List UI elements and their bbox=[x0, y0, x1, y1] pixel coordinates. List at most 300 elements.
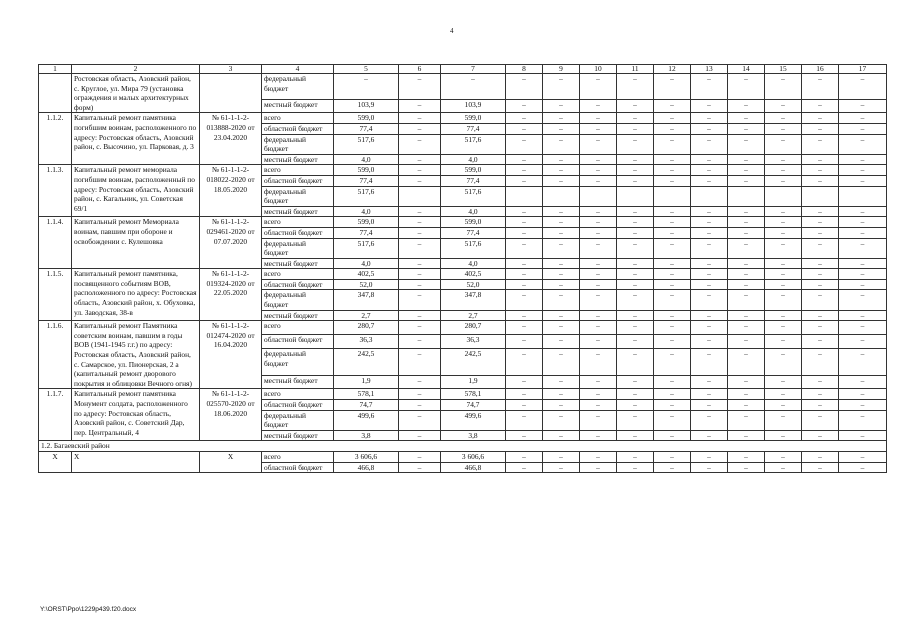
amount-col10: – bbox=[580, 451, 617, 462]
amount-col9: – bbox=[543, 430, 580, 441]
amount-col6: – bbox=[399, 123, 441, 134]
amount-col5: 2,7 bbox=[334, 310, 399, 321]
amount-col11: – bbox=[617, 290, 654, 310]
amount-col10: – bbox=[580, 462, 617, 473]
amount-col6: – bbox=[399, 375, 441, 389]
funding-source: федеральный бюджет bbox=[262, 186, 334, 206]
amount-col13: – bbox=[691, 134, 728, 154]
amount-col7: 3,8 bbox=[441, 430, 506, 441]
amount-col13: – bbox=[691, 165, 728, 176]
amount-col8: – bbox=[506, 410, 543, 430]
amount-col7: 36,3 bbox=[441, 335, 506, 349]
amount-col8: – bbox=[506, 238, 543, 258]
amount-col14: – bbox=[728, 206, 765, 217]
funding-source: областной бюджет bbox=[262, 123, 334, 134]
amount-col14: – bbox=[728, 238, 765, 258]
amount-col6: – bbox=[399, 113, 441, 124]
funding-source: местный бюджет bbox=[262, 430, 334, 441]
amount-col17: – bbox=[839, 154, 887, 165]
item-number: 1.1.4. bbox=[39, 217, 72, 269]
amount-col5: 517,6 bbox=[334, 134, 399, 154]
amount-col5: 74,7 bbox=[334, 400, 399, 411]
funding-source: областной бюджет bbox=[262, 227, 334, 238]
amount-col14: – bbox=[728, 154, 765, 165]
header-cell: 17 bbox=[839, 65, 887, 74]
amount-col11: – bbox=[617, 400, 654, 411]
item-document: № 61-1-1-2-012474-2020 от 16.04.2020 bbox=[200, 321, 262, 389]
amount-col7: 517,6 bbox=[441, 238, 506, 258]
amount-col11: – bbox=[617, 310, 654, 321]
amount-col13: – bbox=[691, 154, 728, 165]
section-title: 1.2. Багаевский район bbox=[39, 441, 887, 452]
amount-col7: 599,0 bbox=[441, 217, 506, 228]
item-name: X bbox=[72, 451, 200, 472]
amount-col13: – bbox=[691, 113, 728, 124]
amount-col8: – bbox=[506, 349, 543, 375]
amount-col14: – bbox=[728, 113, 765, 124]
amount-col12: – bbox=[654, 99, 691, 113]
amount-col9: – bbox=[543, 310, 580, 321]
amount-col8: – bbox=[506, 123, 543, 134]
amount-col7: 599,0 bbox=[441, 113, 506, 124]
item-number: 1.1.6. bbox=[39, 321, 72, 389]
amount-col13: – bbox=[691, 389, 728, 400]
amount-col6: – bbox=[399, 400, 441, 411]
amount-col12: – bbox=[654, 451, 691, 462]
amount-col6: – bbox=[399, 134, 441, 154]
item-document: № 61-1-1-2-018022-2020 от 18.05.2020 bbox=[200, 165, 262, 217]
budget-table bbox=[38, 64, 887, 473]
amount-col6: – bbox=[399, 462, 441, 473]
amount-col8: – bbox=[506, 113, 543, 124]
amount-col5: 77,4 bbox=[334, 175, 399, 186]
amount-col7: 1,9 bbox=[441, 375, 506, 389]
amount-col13: – bbox=[691, 227, 728, 238]
amount-col7: 3 606,6 bbox=[441, 451, 506, 462]
amount-col8: – bbox=[506, 290, 543, 310]
amount-col12: – bbox=[654, 400, 691, 411]
amount-col14: – bbox=[728, 134, 765, 154]
amount-col15: – bbox=[765, 206, 802, 217]
amount-col5: – bbox=[334, 74, 399, 100]
amount-col6: – bbox=[399, 321, 441, 335]
header-cell: 14 bbox=[728, 65, 765, 74]
amount-col7: 402,5 bbox=[441, 269, 506, 280]
funding-source: местный бюджет bbox=[262, 154, 334, 165]
amount-col6: – bbox=[399, 349, 441, 375]
amount-col5: 517,6 bbox=[334, 186, 399, 206]
amount-col11: – bbox=[617, 74, 654, 100]
amount-col7: 280,7 bbox=[441, 321, 506, 335]
amount-col15: – bbox=[765, 279, 802, 290]
amount-col7: 4,0 bbox=[441, 154, 506, 165]
amount-col9: – bbox=[543, 99, 580, 113]
amount-col10: – bbox=[580, 123, 617, 134]
amount-col14: – bbox=[728, 310, 765, 321]
amount-col17: – bbox=[839, 217, 887, 228]
amount-col12: – bbox=[654, 165, 691, 176]
amount-col9: – bbox=[543, 258, 580, 269]
amount-col11: – bbox=[617, 154, 654, 165]
amount-col6: – bbox=[399, 206, 441, 217]
item-number: X bbox=[39, 451, 72, 472]
funding-source: федеральный бюджет bbox=[262, 290, 334, 310]
funding-source: федеральный бюджет bbox=[262, 410, 334, 430]
amount-col16: – bbox=[802, 410, 839, 430]
amount-col7: 77,4 bbox=[441, 227, 506, 238]
amount-col6: – bbox=[399, 430, 441, 441]
table-row bbox=[39, 74, 887, 100]
item-name: Капитальный ремонт памятника Монумент солдата, расположенного по адресу: Ростовская область, Азовский район, с. Советский Дар, пер. Центральный, 4 bbox=[72, 389, 200, 441]
amount-col17: – bbox=[839, 269, 887, 280]
amount-col6: – bbox=[399, 154, 441, 165]
amount-col16: – bbox=[802, 279, 839, 290]
amount-col17: – bbox=[839, 123, 887, 134]
amount-col6: – bbox=[399, 335, 441, 349]
amount-col15: – bbox=[765, 134, 802, 154]
amount-col12: – bbox=[654, 335, 691, 349]
amount-col14: – bbox=[728, 99, 765, 113]
amount-col11: – bbox=[617, 269, 654, 280]
amount-col9: – bbox=[543, 123, 580, 134]
amount-col17: – bbox=[839, 310, 887, 321]
amount-col14: – bbox=[728, 451, 765, 462]
amount-col6: – bbox=[399, 227, 441, 238]
amount-col11: – bbox=[617, 113, 654, 124]
table-row bbox=[39, 217, 887, 228]
amount-col7: 77,4 bbox=[441, 175, 506, 186]
amount-col8: – bbox=[506, 74, 543, 100]
amount-col10: – bbox=[580, 227, 617, 238]
amount-col16: – bbox=[802, 258, 839, 269]
amount-col16: – bbox=[802, 451, 839, 462]
amount-col8: – bbox=[506, 217, 543, 228]
header-cell: 4 bbox=[262, 65, 334, 74]
amount-col14 bbox=[728, 186, 765, 206]
amount-col10: – bbox=[580, 165, 617, 176]
amount-col10: – bbox=[580, 310, 617, 321]
amount-col6: – bbox=[399, 238, 441, 258]
amount-col11: – bbox=[617, 206, 654, 217]
amount-col9: – bbox=[543, 217, 580, 228]
amount-col12: – bbox=[654, 290, 691, 310]
amount-col8: – bbox=[506, 400, 543, 411]
amount-col14: – bbox=[728, 175, 765, 186]
amount-col17: – bbox=[839, 113, 887, 124]
item-document bbox=[200, 74, 262, 113]
funding-source: местный бюджет bbox=[262, 310, 334, 321]
amount-col10 bbox=[580, 186, 617, 206]
amount-col12: – bbox=[654, 238, 691, 258]
amount-col8: – bbox=[506, 269, 543, 280]
amount-col15: – bbox=[765, 400, 802, 411]
amount-col14: – bbox=[728, 430, 765, 441]
amount-col16: – bbox=[802, 238, 839, 258]
amount-col11: – bbox=[617, 451, 654, 462]
section-row bbox=[39, 441, 887, 452]
amount-col8: – bbox=[506, 258, 543, 269]
funding-source: всего bbox=[262, 269, 334, 280]
amount-col8: – bbox=[506, 154, 543, 165]
item-name: Капитальный ремонт Памятника советским воинам, павшим в годы ВОВ (1941-1945 г.г.) по адресу: Ростовская область, Азовский район, с. Самарское, ул. Пионерская, 2 а (капитальный ремонт дворового покрытия и облицовки Вечного огня) bbox=[72, 321, 200, 389]
amount-col15: – bbox=[765, 175, 802, 186]
amount-col17: – bbox=[839, 134, 887, 154]
amount-col5: 4,0 bbox=[334, 154, 399, 165]
amount-col9: – bbox=[543, 279, 580, 290]
amount-col14: – bbox=[728, 335, 765, 349]
amount-col5: 77,4 bbox=[334, 227, 399, 238]
header-cell: 6 bbox=[399, 65, 441, 74]
amount-col8: – bbox=[506, 389, 543, 400]
amount-col12: – bbox=[654, 74, 691, 100]
amount-col15: – bbox=[765, 290, 802, 310]
item-number bbox=[39, 74, 72, 113]
amount-col9: – bbox=[543, 335, 580, 349]
amount-col8: – bbox=[506, 206, 543, 217]
amount-col6 bbox=[399, 186, 441, 206]
amount-col10: – bbox=[580, 134, 617, 154]
amount-col13: – bbox=[691, 279, 728, 290]
amount-col5: 4,0 bbox=[334, 206, 399, 217]
amount-col8: – bbox=[506, 134, 543, 154]
amount-col14: – bbox=[728, 258, 765, 269]
amount-col9: – bbox=[543, 290, 580, 310]
amount-col15: – bbox=[765, 123, 802, 134]
amount-col16: – bbox=[802, 154, 839, 165]
amount-col10: – bbox=[580, 430, 617, 441]
amount-col13: – bbox=[691, 375, 728, 389]
amount-col7: 242,5 bbox=[441, 349, 506, 375]
amount-col8: – bbox=[506, 165, 543, 176]
amount-col6: – bbox=[399, 310, 441, 321]
amount-col12 bbox=[654, 186, 691, 206]
funding-source: всего bbox=[262, 113, 334, 124]
amount-col10: – bbox=[580, 349, 617, 375]
amount-col5: 466,8 bbox=[334, 462, 399, 473]
amount-col8: – bbox=[506, 310, 543, 321]
header-cell: 3 bbox=[200, 65, 262, 74]
amount-col16: – bbox=[802, 375, 839, 389]
amount-col5: 280,7 bbox=[334, 321, 399, 335]
amount-col9: – bbox=[543, 74, 580, 100]
amount-col16: – bbox=[802, 227, 839, 238]
amount-col16: – bbox=[802, 349, 839, 375]
amount-col14: – bbox=[728, 400, 765, 411]
item-number: 1.1.3. bbox=[39, 165, 72, 217]
amount-col15: – bbox=[765, 321, 802, 335]
item-document: № 61-1-1-2-013888-2020 от 23.04.2020 bbox=[200, 113, 262, 165]
amount-col15: – bbox=[765, 269, 802, 280]
amount-col17: – bbox=[839, 451, 887, 462]
amount-col17: – bbox=[839, 321, 887, 335]
table-row bbox=[39, 269, 887, 280]
amount-col12: – bbox=[654, 206, 691, 217]
amount-col10: – bbox=[580, 335, 617, 349]
header-cell: 7 bbox=[441, 65, 506, 74]
funding-source: областной бюджет bbox=[262, 462, 334, 473]
amount-col8: – bbox=[506, 321, 543, 335]
amount-col5: 103,9 bbox=[334, 99, 399, 113]
amount-col7: 4,0 bbox=[441, 258, 506, 269]
amount-col11: – bbox=[617, 227, 654, 238]
amount-col14: – bbox=[728, 74, 765, 100]
amount-col15: – bbox=[765, 227, 802, 238]
amount-col8: – bbox=[506, 462, 543, 473]
amount-col17: – bbox=[839, 238, 887, 258]
amount-col15: – bbox=[765, 410, 802, 430]
amount-col6: – bbox=[399, 217, 441, 228]
amount-col13: – bbox=[691, 206, 728, 217]
amount-col17: – bbox=[839, 206, 887, 217]
item-number: 1.1.7. bbox=[39, 389, 72, 441]
funding-source: местный бюджет bbox=[262, 375, 334, 389]
amount-col6: – bbox=[399, 74, 441, 100]
amount-col6: – bbox=[399, 410, 441, 430]
funding-source: всего bbox=[262, 165, 334, 176]
amount-col17: – bbox=[839, 99, 887, 113]
item-number: 1.1.5. bbox=[39, 269, 72, 321]
amount-col9: – bbox=[543, 375, 580, 389]
amount-col6: – bbox=[399, 165, 441, 176]
amount-col11: – bbox=[617, 134, 654, 154]
funding-source: местный бюджет bbox=[262, 206, 334, 217]
amount-col5: 347,8 bbox=[334, 290, 399, 310]
amount-col16: – bbox=[802, 165, 839, 176]
amount-col12: – bbox=[654, 227, 691, 238]
amount-col15: – bbox=[765, 217, 802, 228]
amount-col10: – bbox=[580, 279, 617, 290]
amount-col6: – bbox=[399, 99, 441, 113]
item-document: № 61-1-1-2-029461-2020 от 07.07.2020 bbox=[200, 217, 262, 269]
amount-col9: – bbox=[543, 154, 580, 165]
amount-col7: 347,8 bbox=[441, 290, 506, 310]
amount-col7: 578,1 bbox=[441, 389, 506, 400]
amount-col8: – bbox=[506, 335, 543, 349]
amount-col5: 1,9 bbox=[334, 375, 399, 389]
amount-col11: – bbox=[617, 389, 654, 400]
amount-col8: – bbox=[506, 375, 543, 389]
amount-col10: – bbox=[580, 410, 617, 430]
item-document: № 61-1-1-2-025570-2020 от 18.06.2020 bbox=[200, 389, 262, 441]
amount-col13: – bbox=[691, 451, 728, 462]
header-cell: 2 bbox=[72, 65, 200, 74]
amount-col11: – bbox=[617, 165, 654, 176]
amount-col11: – bbox=[617, 462, 654, 473]
amount-col17: – bbox=[839, 74, 887, 100]
amount-col7: 4,0 bbox=[441, 206, 506, 217]
amount-col15: – bbox=[765, 165, 802, 176]
amount-col10: – bbox=[580, 99, 617, 113]
amount-col13: – bbox=[691, 430, 728, 441]
amount-col16: – bbox=[802, 389, 839, 400]
header-cell: 12 bbox=[654, 65, 691, 74]
item-document: № 61-1-1-2-019324-2020 от 22.05.2020 bbox=[200, 269, 262, 321]
amount-col15: – bbox=[765, 451, 802, 462]
amount-col9: – bbox=[543, 238, 580, 258]
amount-col6: – bbox=[399, 175, 441, 186]
amount-col11: – bbox=[617, 99, 654, 113]
amount-col12: – bbox=[654, 310, 691, 321]
amount-col16: – bbox=[802, 134, 839, 154]
amount-col16: – bbox=[802, 321, 839, 335]
amount-col7: 499,6 bbox=[441, 410, 506, 430]
amount-col15: – bbox=[765, 375, 802, 389]
amount-col7: – bbox=[441, 74, 506, 100]
header-cell: 8 bbox=[506, 65, 543, 74]
amount-col10: – bbox=[580, 113, 617, 124]
amount-col16: – bbox=[802, 113, 839, 124]
amount-col9: – bbox=[543, 451, 580, 462]
amount-col15: – bbox=[765, 462, 802, 473]
amount-col11: – bbox=[617, 410, 654, 430]
amount-col5: 52,0 bbox=[334, 279, 399, 290]
amount-col14: – bbox=[728, 165, 765, 176]
amount-col9: – bbox=[543, 134, 580, 154]
amount-col13: – bbox=[691, 99, 728, 113]
amount-col12: – bbox=[654, 175, 691, 186]
item-name: Капитальный ремонт мемориала погибшим воинам, расположенный по адресу: Ростовская область, Азовский район, с. Кагальник, ул. Советская 69/1 bbox=[72, 165, 200, 217]
amount-col5: 517,6 bbox=[334, 238, 399, 258]
amount-col12: – bbox=[654, 269, 691, 280]
amount-col11: – bbox=[617, 238, 654, 258]
funding-source: областной бюджет bbox=[262, 400, 334, 411]
funding-source: местный бюджет bbox=[262, 99, 334, 113]
amount-col8: – bbox=[506, 175, 543, 186]
file-path: Y:\ORST\Ppo\1229p439.f20.docx bbox=[40, 606, 137, 613]
amount-col13: – bbox=[691, 74, 728, 100]
amount-col11: – bbox=[617, 375, 654, 389]
amount-col14: – bbox=[728, 217, 765, 228]
amount-col7: 77,4 bbox=[441, 123, 506, 134]
amount-col17: – bbox=[839, 462, 887, 473]
amount-col16: – bbox=[802, 290, 839, 310]
amount-col17: – bbox=[839, 400, 887, 411]
amount-col7: 2,7 bbox=[441, 310, 506, 321]
amount-col7: 599,0 bbox=[441, 165, 506, 176]
item-name: Ростовская область, Азовский район, с. Круглое, ул. Мира 79 (установка ограждения и малых архитектурных форм) bbox=[72, 74, 200, 113]
amount-col7: 517,6 bbox=[441, 186, 506, 206]
amount-col15: – bbox=[765, 154, 802, 165]
table-row bbox=[39, 321, 887, 335]
amount-col17 bbox=[839, 186, 887, 206]
amount-col11: – bbox=[617, 217, 654, 228]
header-cell: 9 bbox=[543, 65, 580, 74]
amount-col15: – bbox=[765, 99, 802, 113]
funding-source: всего bbox=[262, 217, 334, 228]
amount-col12: – bbox=[654, 134, 691, 154]
amount-col14: – bbox=[728, 290, 765, 310]
amount-col17: – bbox=[839, 389, 887, 400]
funding-source: областной бюджет bbox=[262, 279, 334, 290]
amount-col11: – bbox=[617, 430, 654, 441]
amount-col9: – bbox=[543, 227, 580, 238]
funding-source: областной бюджет bbox=[262, 175, 334, 186]
amount-col9: – bbox=[543, 400, 580, 411]
table-row bbox=[39, 113, 887, 124]
funding-source: областной бюджет bbox=[262, 335, 334, 349]
amount-col10: – bbox=[580, 206, 617, 217]
amount-col8: – bbox=[506, 430, 543, 441]
item-name: Капитальный ремонт Мемориала воинам, павшим при обороне и освобождении с. Кулешовка bbox=[72, 217, 200, 269]
amount-col11: – bbox=[617, 279, 654, 290]
amount-col14: – bbox=[728, 349, 765, 375]
amount-col7: 74,7 bbox=[441, 400, 506, 411]
amount-col10: – bbox=[580, 269, 617, 280]
amount-col17: – bbox=[839, 410, 887, 430]
amount-col12: – bbox=[654, 430, 691, 441]
amount-col11: – bbox=[617, 321, 654, 335]
amount-col11: – bbox=[617, 175, 654, 186]
